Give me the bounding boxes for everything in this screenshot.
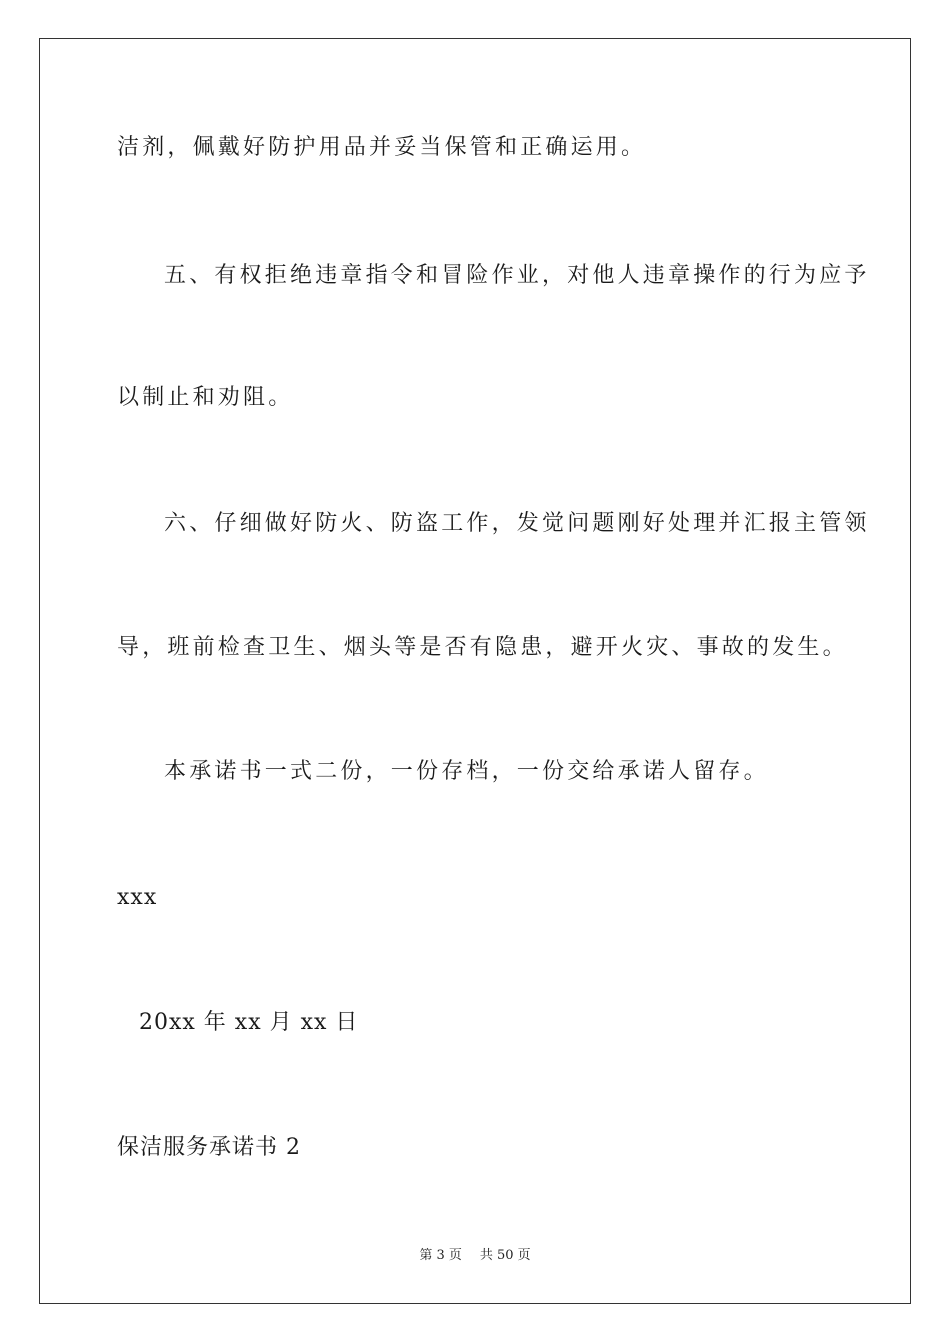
paragraph-line-3: 以制止和劝阻。: [117, 385, 294, 410]
section-heading: 保洁服务承诺书 2: [117, 1135, 301, 1160]
page-footer: [0, 1247, 950, 1265]
paragraph-line-6: 本承诺书一式二份，一份存档，一份交给承诺人留存。: [164, 759, 769, 784]
paragraph-line-5: 导，班前检查卫生、烟头等是否有隐患，避开火灾、事故的发生。: [117, 635, 848, 660]
date-line: 20xx 年 xx 月 xx 日: [139, 1010, 359, 1035]
page-total: 共 50 页: [479, 1248, 531, 1263]
paragraph-line-2: 五、有权拒绝违章指令和冒险作业，对他人违章操作的行为应予: [164, 263, 870, 288]
page-number: 第 3 页: [419, 1248, 462, 1263]
signature-placeholder: xxx: [117, 885, 158, 910]
page-border: [39, 38, 911, 1304]
paragraph-line-4: 六、仔细做好防火、防盗工作，发觉问题刚好处理并汇报主管领: [164, 511, 870, 536]
paragraph-line-1: 洁剂，佩戴好防护用品并妥当保管和正确运用。: [117, 135, 647, 160]
